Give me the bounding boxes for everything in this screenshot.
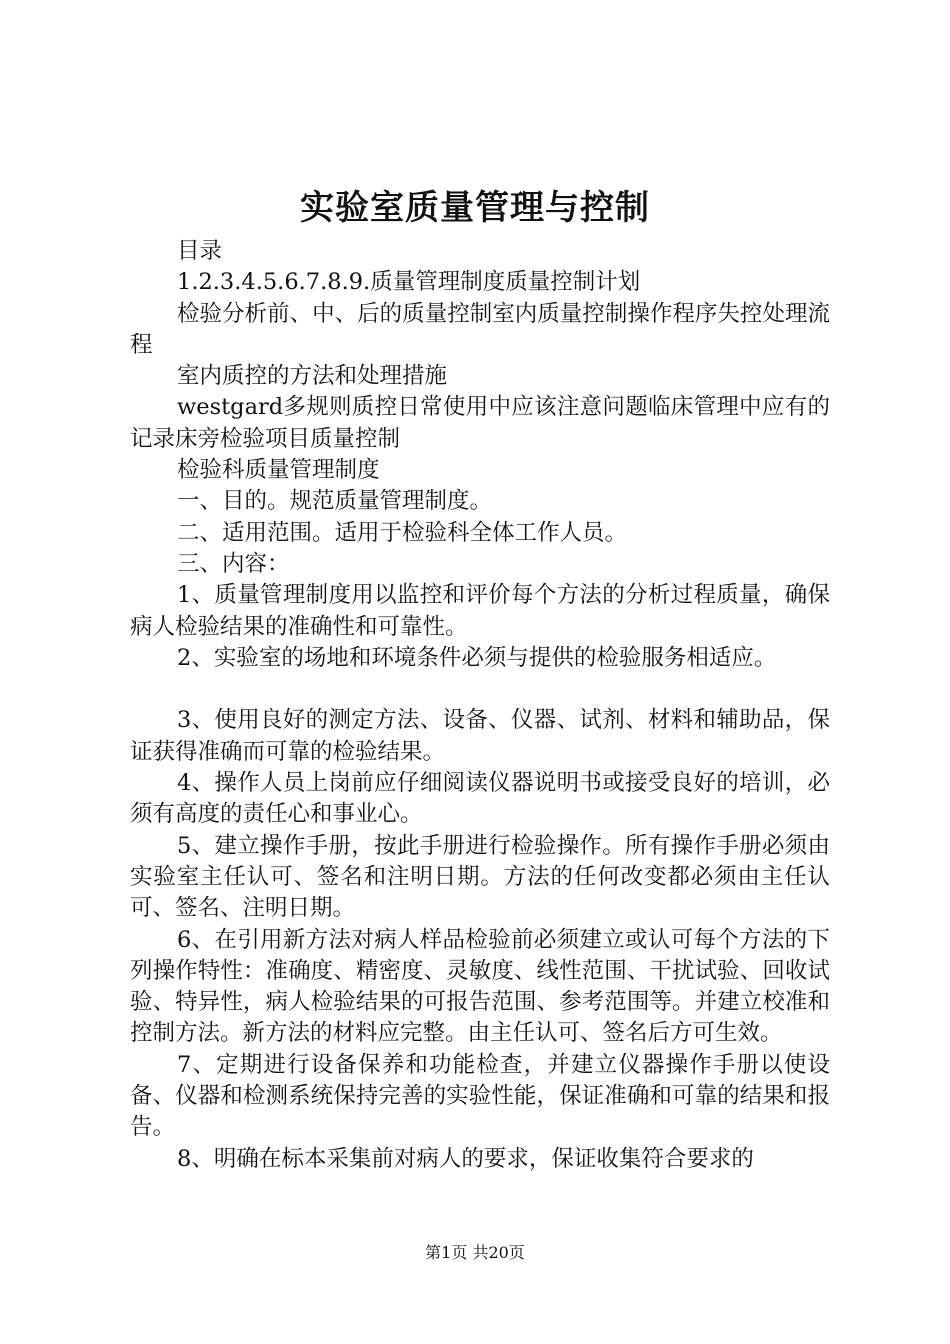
paragraph-item-8: 8、明确在标本采集前对病人的要求，保证收集符合要求的 xyxy=(177,1145,754,1172)
paragraph-item-4: 4、操作人员上岗前应仔细阅读仪器说明书或接受良好的培训，必须有高度的责任心和事业心。 xyxy=(130,770,830,828)
paragraph-item-3: 3、使用良好的测定方法、设备、仪器、试剂、材料和辅助品，保证获得准确而可靠的检验结果。 xyxy=(130,707,830,765)
document-title: 实验室质量管理与控制 xyxy=(300,188,650,228)
document-body xyxy=(130,236,830,1175)
paragraph-toc-heading: 目录 xyxy=(177,238,223,264)
paragraph-item-1: 1、质量管理制度用以监控和评价每个方法的分析过程质量，确保病人检验结果的准确性和可靠性。 xyxy=(130,582,830,640)
paragraph-toc-line-4: westgard多规则质控日常使用中应该注意问题临床管理中应有的记录床旁检验项目质量控制 xyxy=(130,394,830,452)
paragraph-toc-line-1: 1.2.3.4.5.6.7.8.9.质量管理制度质量控制计划 xyxy=(177,269,641,296)
paragraph-purpose: 一、目的。规范质量管理制度。 xyxy=(177,488,493,515)
paragraph-item-5: 5、建立操作手册，按此手册进行检验操作。所有操作手册必须由实验室主任认可、签名和注明日期。方法的任何改变都必须由主任认可、签名、注明日期。 xyxy=(130,832,830,922)
page-footer: 第1页 共20页 xyxy=(425,1243,525,1262)
paragraph-content-heading: 三、内容： xyxy=(177,550,290,577)
paragraph-toc-line-2: 检验分析前、中、后的质量控制室内质量控制操作程序失控处理流程 xyxy=(130,300,830,358)
paragraph-item-7: 7、定期进行设备保养和功能检查，并建立仪器操作手册以使设备、仪器和检测系统保持完善的实验性能，保证准确和可靠的结果和报告。 xyxy=(130,1051,830,1141)
paragraph-scope: 二、适用范围。适用于检验科全体工作人员。 xyxy=(177,519,628,546)
paragraph-toc-line-3: 室内质控的方法和处理措施 xyxy=(177,363,448,390)
paragraph-item-6: 6、在引用新方法对病人样品检验前必须建立或认可每个方法的下列操作特性：准确度、精密度、灵敏度、线性范围、干扰试验、回收试验、特异性，病人检验结果的可报告范围、参考范围等。并建立校准和控制方法。新方法的材料应完整。由主任认可、签名后方可生效。 xyxy=(130,926,830,1047)
blank-line xyxy=(130,674,830,705)
paragraph-section-heading: 检验科质量管理制度 xyxy=(177,457,380,484)
paragraph-item-2: 2、实验室的场地和环境条件必须与提供的检验服务相适应。 xyxy=(177,644,777,671)
